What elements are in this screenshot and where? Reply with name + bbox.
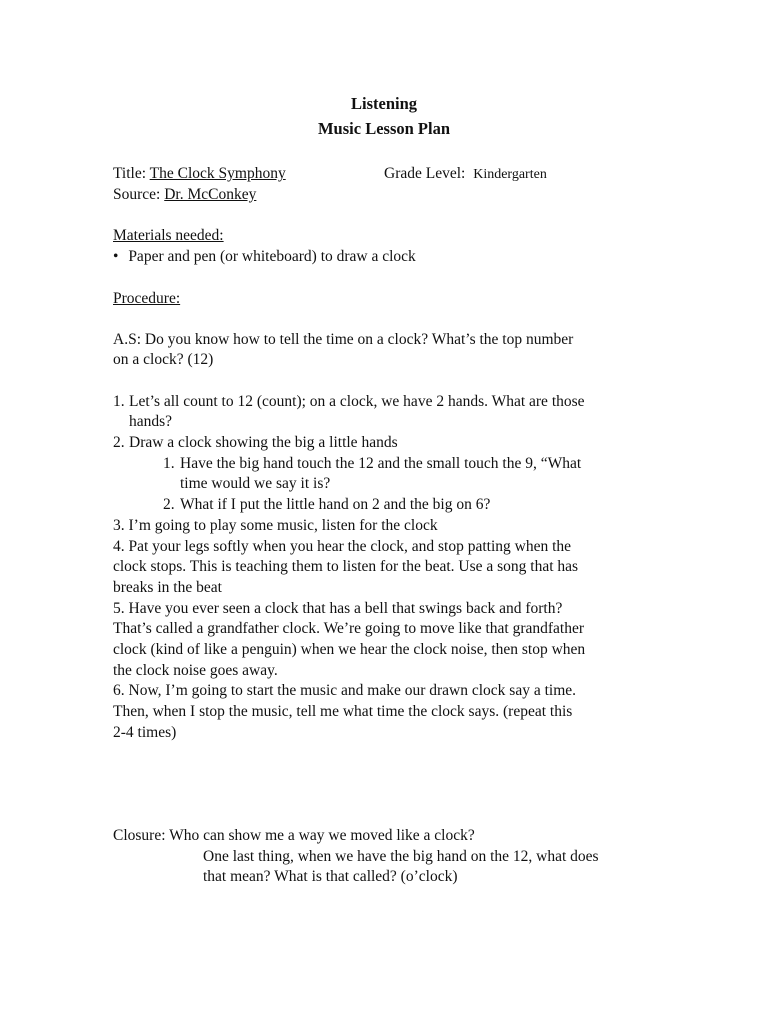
- materials-item: [113, 246, 416, 267]
- step3-line1: 3. I’m going to play some music, listen for the clock: [113, 517, 438, 534]
- closure-line2: One last thing, when we have the big hand on the 12, what does: [203, 848, 599, 865]
- procedure-heading: Procedure:: [113, 290, 181, 307]
- step4-line3: breaks in the beat: [113, 579, 222, 596]
- doc-title-line1: Listening: [350, 94, 418, 113]
- substep1-line2: time would we say it is?: [180, 475, 331, 492]
- source-value: Dr. McConkey: [164, 186, 257, 203]
- title-value: The Clock Symphony: [149, 165, 286, 182]
- step1-number: 1.: [113, 393, 125, 410]
- step6-line3: 2-4 times): [113, 724, 177, 741]
- materials-heading: Materials needed:: [113, 227, 224, 244]
- source-row: [113, 184, 256, 205]
- step2-line1: Draw a clock showing the big a little hands: [129, 434, 398, 451]
- title-row: [113, 163, 286, 184]
- as-line1: A.S: Do you know how to tell the time on a clock? What’s the top number: [113, 331, 574, 348]
- step6-line1: 6. Now, I’m going to start the music and make our drawn clock say a time.: [113, 682, 577, 699]
- step4-line1: 4. Pat your legs softly when you hear the clock, and stop patting when the: [113, 538, 572, 555]
- step5-line3: clock (kind of like a penguin) when we hear the clock noise, then stop when: [113, 641, 586, 658]
- bullet-icon: •: [113, 248, 119, 265]
- source-label: Source:: [113, 186, 161, 203]
- closure-line3: that mean? What is that called? (o’clock): [203, 868, 458, 885]
- grade-row: [384, 163, 547, 185]
- substep2-line1: What if I put the little hand on 2 and the big on 6?: [180, 496, 491, 513]
- closure-line1: Closure: Who can show me a way we moved like a clock?: [113, 827, 475, 844]
- step5-line4: the clock noise goes away.: [113, 662, 278, 679]
- step1-line1: Let’s all count to 12 (count); on a clock, we have 2 hands. What are those: [129, 393, 585, 410]
- step4-line2: clock stops. This is teaching them to listen for the beat. Use a song that has: [113, 558, 579, 575]
- step5-line1: 5. Have you ever seen a clock that has a bell that swings back and forth?: [113, 600, 563, 617]
- materials-item-text: Paper and pen (or whiteboard) to draw a clock: [128, 248, 416, 265]
- step2-number: 2.: [113, 434, 125, 451]
- substep1-line1: Have the big hand touch the 12 and the small touch the 9, “What: [180, 455, 582, 472]
- substep2-number: 2.: [163, 496, 175, 513]
- grade-value: Kindergarten: [473, 167, 547, 182]
- step5-line2: That’s called a grandfather clock. We’re going to move like that grandfather: [113, 620, 585, 637]
- doc-title-line2: Music Lesson Plan: [317, 119, 451, 138]
- substep1-number: 1.: [163, 455, 175, 472]
- step1-line2: hands?: [129, 413, 173, 430]
- grade-label: Grade Level:: [384, 165, 466, 182]
- as-line2: on a clock? (12): [113, 351, 214, 368]
- step6-line2: Then, when I stop the music, tell me what time the clock says. (repeat this: [113, 703, 573, 720]
- title-label: Title:: [113, 165, 147, 182]
